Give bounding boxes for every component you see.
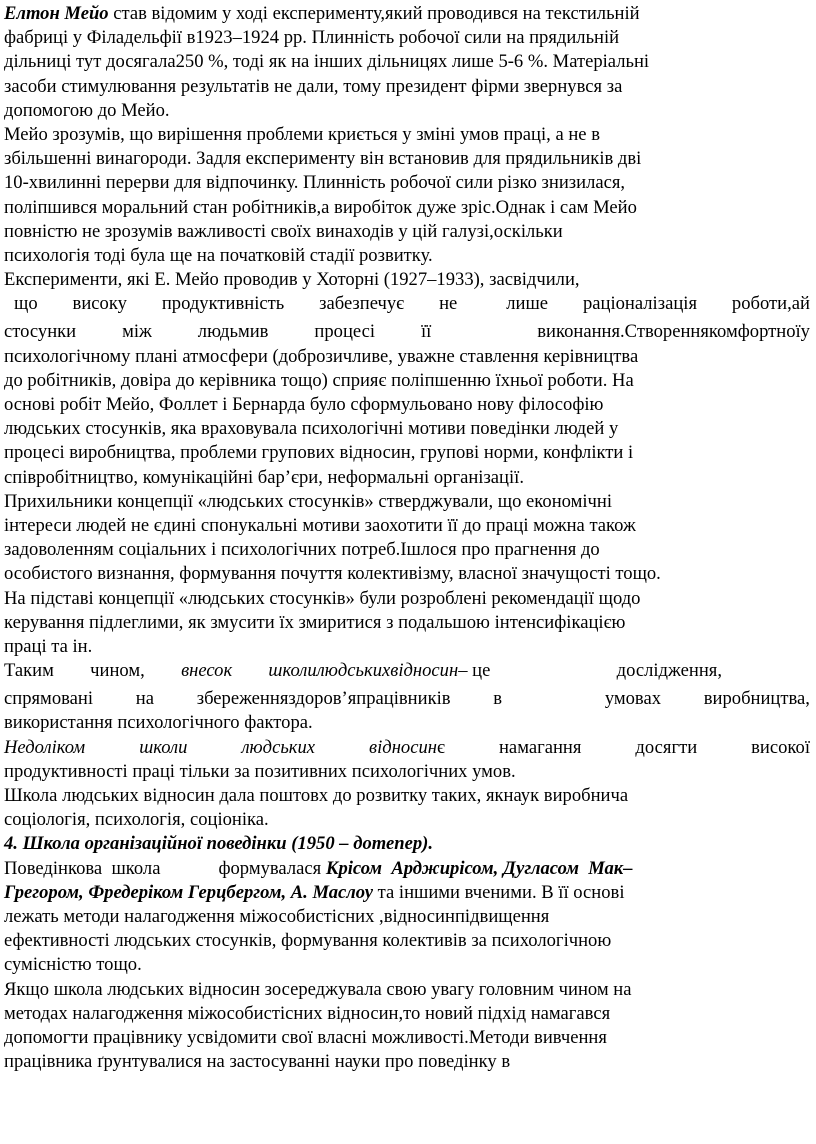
text-line: психологічному плані атмосфери (доброзичливе, уважне ставлення керівництва [4,345,639,367]
text-line: Якщо школа людських відносин зосереджувала свою увагу головним чином на [4,978,632,1000]
text-line: лежать методи налагодження міжособистісних ,відносинпідвищення [4,905,550,927]
paragraph-hawthorne [4,268,810,490]
word: на [135,688,154,710]
word: школа [111,857,161,879]
text-line: методах налагодження міжособистісних відносин,то новий підхід намагався [4,1002,611,1024]
word: виконання.Створеннякомфортноїу [537,321,810,343]
word: роботи,ай [731,293,810,315]
word-italic: внесок [181,660,233,682]
word: збереженняздоров’япрацівників [196,688,451,710]
text-line: праці та ін. [4,635,93,657]
text-line: процесі виробництва, проблеми групових відносин, групові норми, конфлікти і [4,442,634,464]
text-line: На підставі концепції «людських стосунків» були розроблені рекомендації щодо [4,587,641,609]
text-line: дільниці тут досягала250 %, тоді як на інших дільницях лише 5-6 %. Матеріальні [4,51,650,73]
word: досягти [635,736,698,758]
word: забезпечує [319,293,405,315]
word: намагання [498,736,582,758]
paragraph-behavioral-school [4,857,810,978]
paragraph-school-impact [4,784,810,832]
text-line: Школа людських відносин дала поштовх до розвитку таких, якнаук виробнича [4,785,629,806]
name-elton-mayo: Елтон Мейо [4,3,109,24]
paragraph-new-approach [4,978,810,1075]
text-line: повністю не зрозумів важливості своїх винаходів у цій галузі,оскільки [4,220,563,242]
word: високої [751,736,810,758]
text-line: 10-хвилинні перерви для відпочинку. Плинність робочої сили різко знизилася, [4,172,626,194]
text-line: основі робіт Мейо, Фоллет і Бернарда було сформульовано нову філософію [4,394,604,415]
word-group [369,736,445,760]
word: не [439,293,458,315]
word: чином, [90,660,145,682]
text-line: допомогою до Мейо. [4,99,170,121]
word-italic: школи [139,736,188,758]
word: лише [506,293,549,315]
word: продуктивність [161,293,285,315]
text-line: до робітників, довіра до керівника тощо) сприяє поліпшенню їхньої роботи. На [4,369,634,391]
word-italic: людських [241,736,316,758]
paragraph-mayo-intro [4,2,810,123]
word: її [420,321,432,343]
text-line: ефективності людських стосунків, формування колективів за психологічною [4,930,612,952]
word: що [14,293,38,315]
word: Поведінкова [4,857,103,879]
text-line [4,2,810,26]
word: процесі [314,321,376,343]
text-line [4,881,810,905]
text-line: збільшенні винагороди. Задля експерименту він встановив для прядильників дві [4,148,642,170]
word-italic: школилюдськихвідносин [268,660,459,682]
word: – це [458,660,491,682]
text-line-justified [4,736,810,760]
text-line: поліпшився моральний стан робітників,а виробіток дуже зріс.Однак і сам Мейо [4,196,637,218]
section-heading: 4. Школа організаційної поведінки (1950 – дотепер). [4,833,433,855]
text-line [4,857,810,881]
text-line: Прихильники концепції «людських стосунків» стверджували, що економічні [4,490,612,512]
text-line: Мейо зрозумів, що вирішення проблеми криється у зміні умов праці, а не в [4,123,600,145]
text-line: особистого визнання, формування почуття колективізму, власної значущості тощо. [4,563,661,585]
word-italic: відносин [369,736,437,758]
word: дослідження, [616,660,722,682]
text-line: фабриці у Філадельфії в1923–1924 рр. Плинність робочої сили на прядильній [4,27,620,49]
text-line: продуктивності праці тільки за позитивних психологічних умов. [4,760,516,782]
word: Таким [4,660,54,682]
text-line-justified [4,687,810,711]
paragraph-shortcoming [4,736,810,784]
text-line: людських стосунків, яка враховувала психологічні мотиви поведінки людей у [4,418,619,440]
text-line: задоволенням соціальних і психологічних потреб.Ішлося про прагнення до [4,539,600,561]
text-line-justified [4,292,810,316]
word-group [268,659,490,683]
word: в [493,688,503,710]
paragraph-human-relations-concept [4,490,810,659]
text-line: сумісністю тощо. [4,954,142,976]
word: формувалася [218,857,322,879]
word: стосунки [4,321,77,343]
text-run: та іншими вченими. В її основі [373,881,625,903]
name-bold: Крісом [325,857,383,879]
word: раціоналізація [582,293,697,315]
text-line-justified [4,320,810,344]
document-page [4,2,810,1074]
word: виробництва, [703,688,810,710]
text-line: використання психологічного фактора. [4,712,313,734]
names-bold: Грегором, Фредеріком Герцбергом, А. Маслоу [4,881,373,903]
text-line: психологія тоді була ще на початковій стадії розвитку. [4,244,433,266]
word: умовах [604,688,662,710]
name-bold: Мак– [588,857,633,879]
text-line-justified [4,659,810,683]
paragraph-mayo-experiment [4,123,810,268]
text-line: засоби стимулювання результатів не дали, тому президент фірми звернувся за [4,75,623,97]
name-bold: Дугласом [502,857,579,879]
word: людьмив [197,321,269,343]
text-line: соціологія, психологія, соціоніка. [4,809,269,831]
text-line: Експерименти, які Е. Мейо проводив у Хоторні (1927–1933), засвідчили, [4,269,580,291]
text-line: співробітництво, комунікаційні бар’єри, неформальні організації. [4,466,524,488]
word: є [437,736,445,758]
name-bold: Арджирісом, [391,857,499,879]
text-line: працівника ґрунтувалися на застосуванні науки про поведінку в [4,1051,511,1073]
text-line: керування підлеглими, як змусити їх змиритися з подальшою інтенсифікацією [4,611,626,633]
paragraph-contribution [4,659,810,736]
word: спрямовані [4,688,94,710]
text-line: допомогти працівнику усвідомити свої власні можливості.Методи вивчення [4,1026,607,1048]
word: між [122,321,152,343]
word-italic: Недоліком [4,736,86,758]
text-run: став відомим у ході експерименту,який проводився на текстильній [108,3,640,24]
text-line: інтереси людей не єдині спонукальні мотиви заохотити її до праці можна також [4,514,636,536]
word: високу [72,293,127,315]
